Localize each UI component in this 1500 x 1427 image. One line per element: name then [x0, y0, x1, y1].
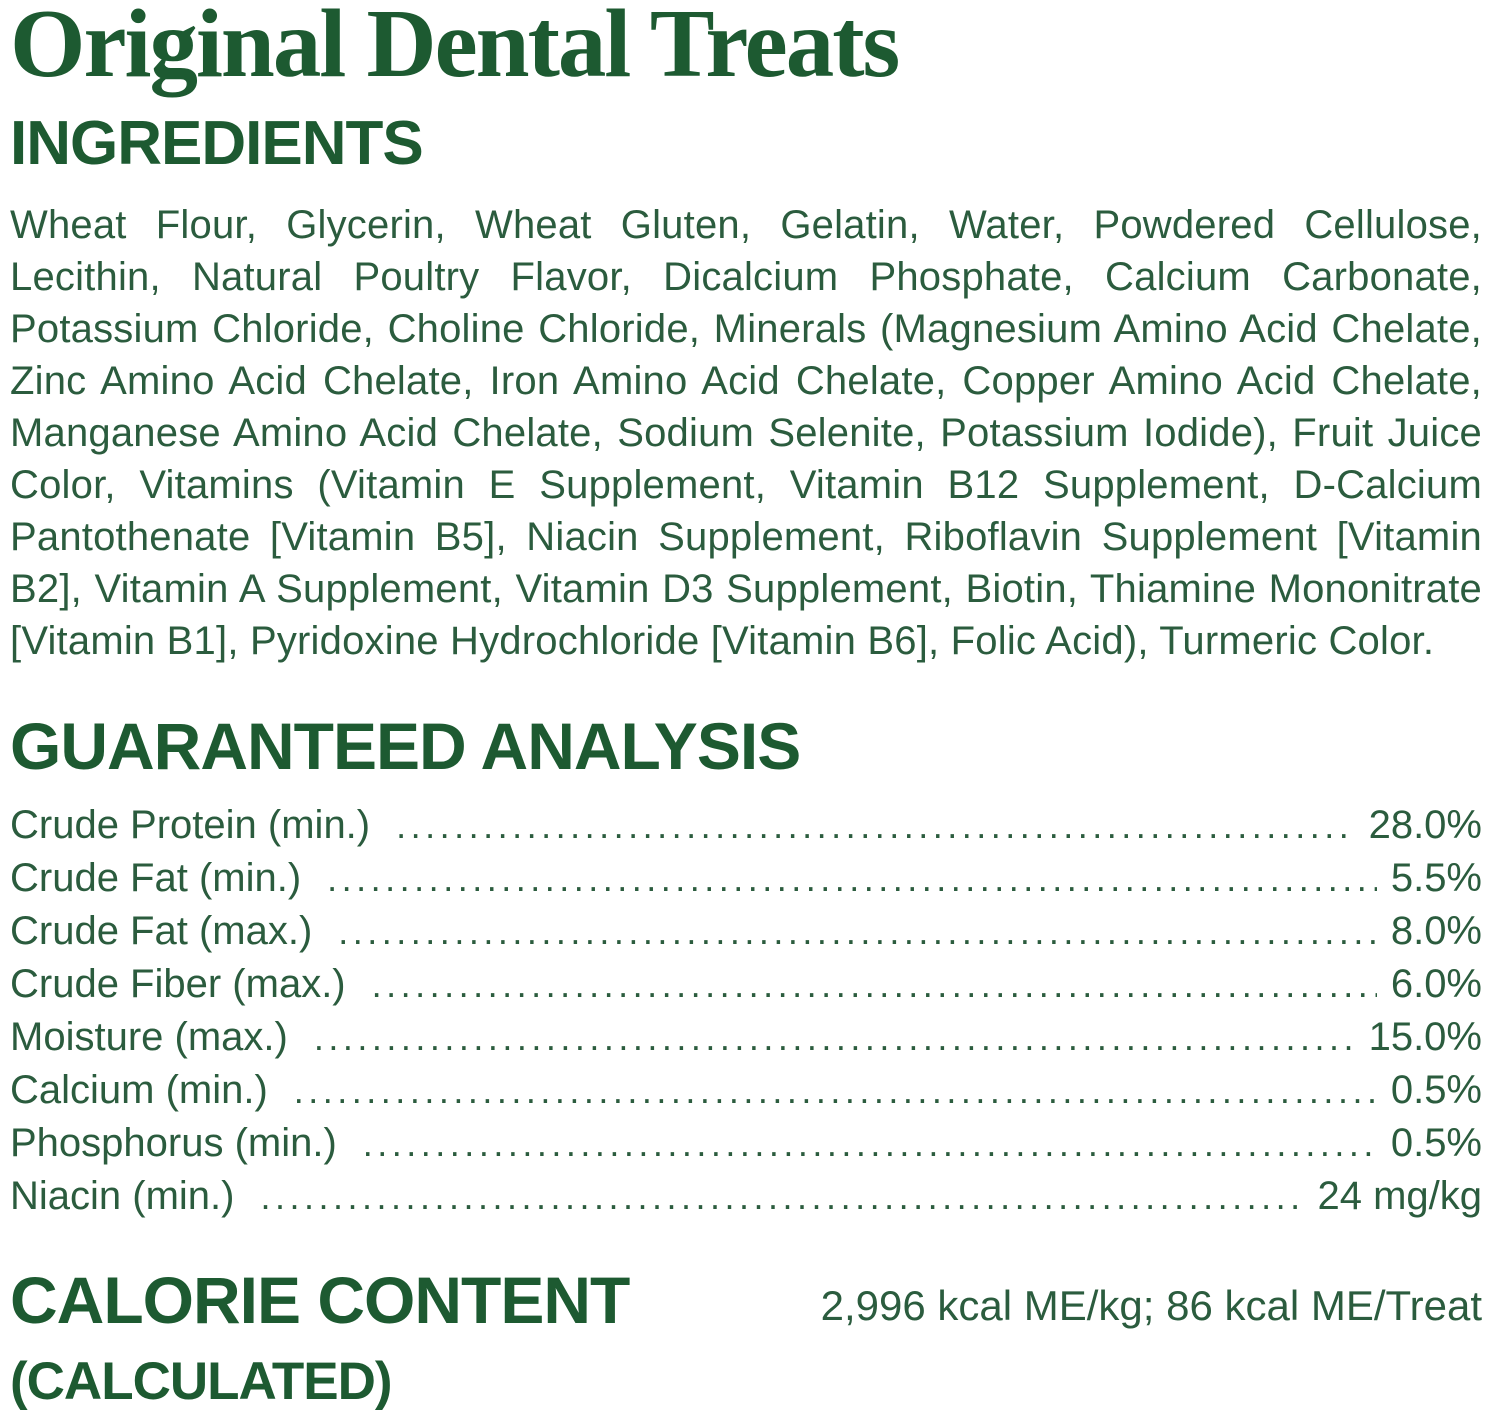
ingredients-section — [10, 108, 1482, 667]
guaranteed-analysis-table — [10, 803, 1482, 1227]
ingredients-text: Wheat Flour, Glycerin, Wheat Gluten, Gelatin, Water, Powdered Cellulose, Lecithin, Natural Poultry Flavor, Dicalcium Phosphate, Calcium Carbonate, Potassium Chloride, Choline Chloride, Minerals (Magnesium Amino Acid Chelate, Zinc Amino Acid Chelate, Iron Amino Acid Chelate, Copper Amino Acid Chelate, Manganese Amino Acid Chelate, Sodium Selenite, Potassium Iodide), Fruit Juice Color, Vitamins (Vitamin E Supplement, Vitamin B12 Supplement, D-Calcium Pantothenate [Vitamin B5], Niacin Supplement, Riboflavin Supplement [Vitamin B2], Vitamin A Supplement, Vitamin D3 Supplement, Biotin, Thiamine Mononitrate [Vitamin B1], Pyridoxine Hydrochloride [Vitamin B6], Folic Acid), Turmeric Color. — [10, 202, 1482, 663]
dot-leader — [260, 1176, 1303, 1218]
dot-leader — [372, 964, 1377, 1006]
analysis-value: 0.5% — [1390, 1120, 1482, 1165]
analysis-label: Crude Fat (min.) — [10, 855, 302, 900]
guaranteed-analysis-section — [10, 708, 1482, 1227]
analysis-row-crude-fat-max — [10, 909, 1482, 962]
analysis-row-phosphorus-min — [10, 1121, 1482, 1174]
analysis-value: 6.0% — [1390, 961, 1482, 1006]
product-title: Original Dental Treats — [10, 0, 899, 97]
analysis-label: Calcium (min.) — [10, 1067, 268, 1112]
analysis-label: Crude Fat (max.) — [10, 908, 313, 953]
dot-leader — [327, 858, 1377, 900]
analysis-label: Niacin (min.) — [10, 1173, 235, 1218]
analysis-label: Crude Protein (min.) — [10, 802, 371, 847]
dot-leader — [338, 911, 1377, 953]
analysis-value: 28.0% — [1368, 802, 1482, 847]
analysis-value: 15.0% — [1368, 1014, 1482, 1059]
calorie-content-heading: CALORIE CONTENT — [10, 1262, 630, 1337]
analysis-row-niacin-min — [10, 1174, 1482, 1227]
analysis-row-crude-fiber-max — [10, 962, 1482, 1015]
analysis-value: 0.5% — [1390, 1067, 1482, 1112]
dot-leader — [396, 805, 1354, 847]
analysis-row-crude-fat-min — [10, 856, 1482, 909]
guaranteed-analysis-heading: GUARANTEED ANALYSIS — [10, 708, 801, 783]
calorie-content-section — [10, 1262, 1482, 1411]
analysis-row-calcium-min — [10, 1068, 1482, 1121]
dot-leader — [294, 1070, 1377, 1112]
calorie-content-subheading: (CALCULATED) — [10, 1351, 392, 1411]
analysis-value: 24 mg/kg — [1317, 1173, 1482, 1218]
ingredients-heading: INGREDIENTS — [10, 108, 423, 178]
analysis-row-moisture-max — [10, 1015, 1482, 1068]
calorie-content-value: 2,996 kcal ME/kg; 86 kcal ME/Treat — [820, 1281, 1482, 1329]
dot-leader — [314, 1017, 1355, 1059]
dot-leader — [363, 1123, 1377, 1165]
analysis-label: Moisture (max.) — [10, 1014, 288, 1059]
analysis-label: Phosphorus (min.) — [10, 1120, 337, 1165]
analysis-value: 8.0% — [1390, 908, 1482, 953]
analysis-row-crude-protein-min — [10, 803, 1482, 856]
calorie-content-headings — [10, 1262, 630, 1411]
analysis-value: 5.5% — [1390, 855, 1482, 900]
analysis-label: Crude Fiber (max.) — [10, 961, 346, 1006]
